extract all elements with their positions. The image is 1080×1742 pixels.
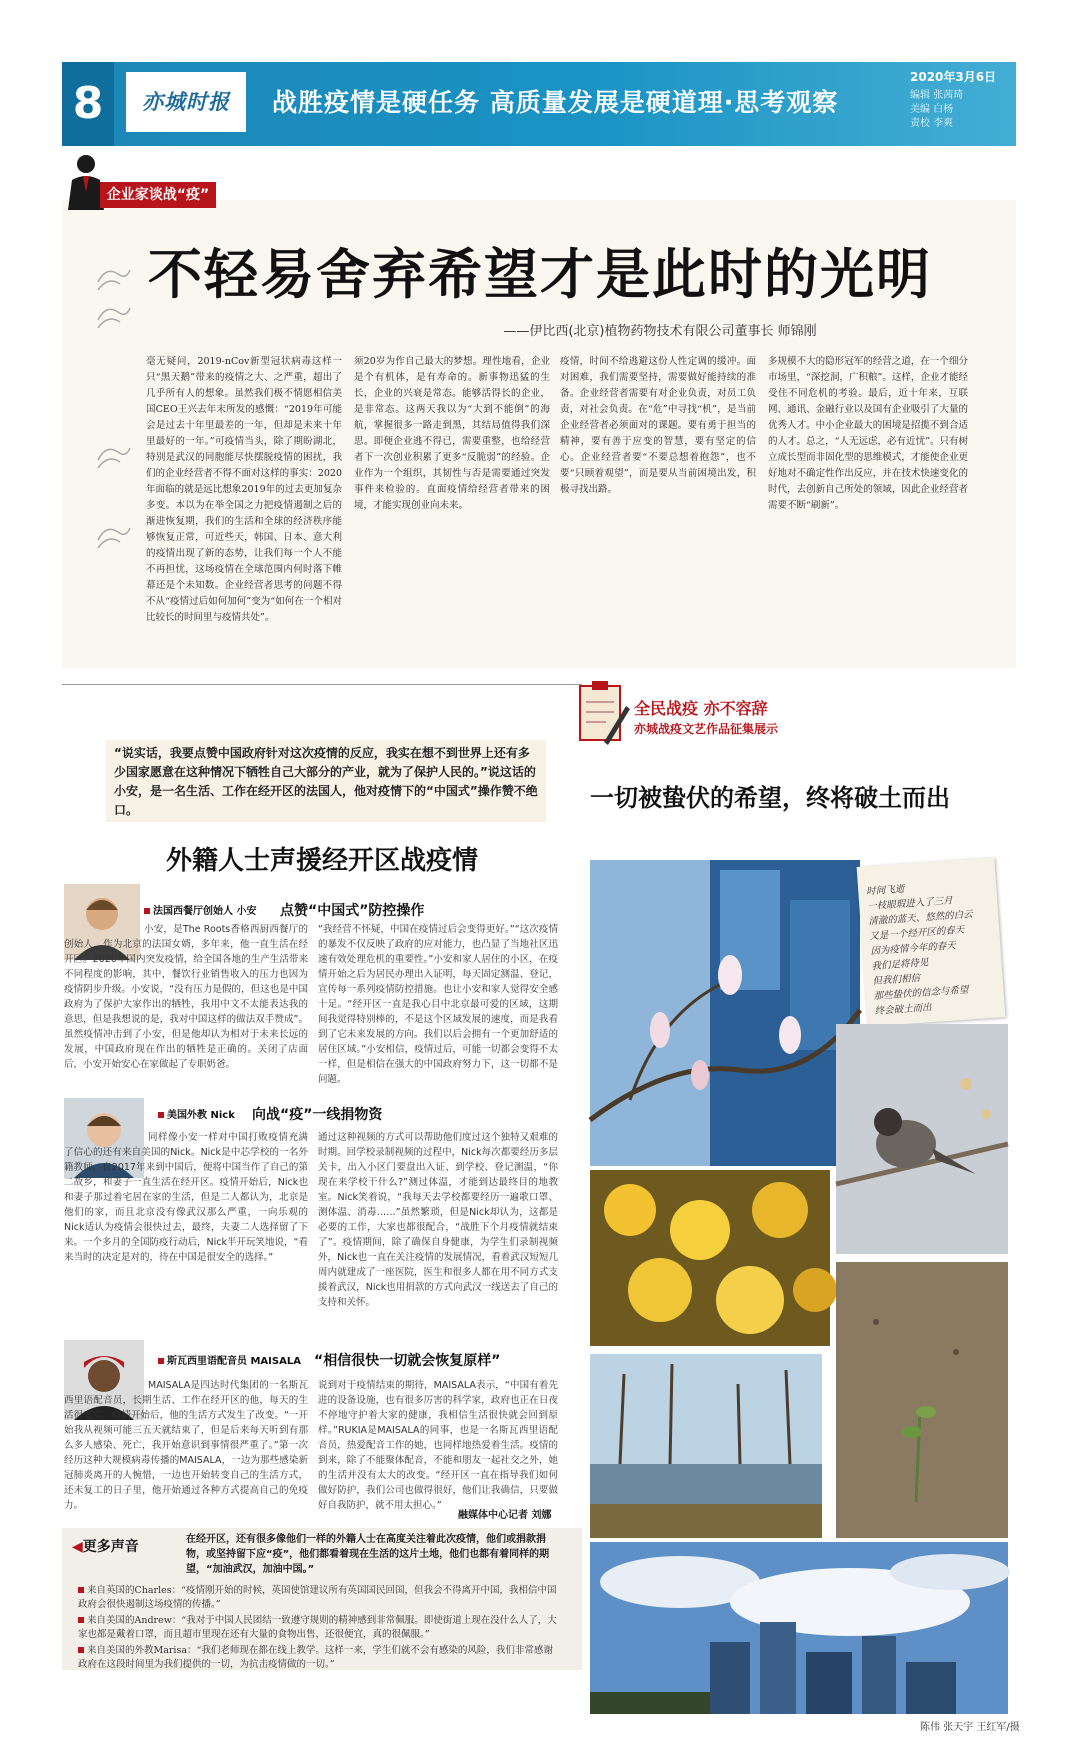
megaphone-icon: ◀: [72, 1539, 83, 1555]
section-banner: 战胜疫情是硬任务 高质量发展是硬道理·思考观察: [272, 88, 839, 117]
feature-column-2: 须20岁为作自己最大的梦想。理性地看，企业是个有机体，是有寿命的。新事物迅猛的生长，企业的兴衰是常态。能够活得长的企业，是非常态。这两天我以为“大到不能倒”的海航，掌握很多一路走到黑，其结局值得我们深思。即便企业逃不得已，需要重整，也给经营者下一次创业积累了更多“反脆弱”的经验。企业作为一个组织，其韧性与否是需要通过突发事件来检验的。直面疫情给经营者带来的困境，才能实现创业向未来。: [354, 356, 550, 511]
swirl-ornament-icon: [96, 262, 132, 296]
role-nick: 美国外教 Nick: [158, 1106, 235, 1121]
page-number: 8: [62, 62, 114, 146]
foreign-section-title: 外籍人士声援经开区战疫情: [165, 846, 478, 876]
poem-card: [857, 857, 1006, 1026]
photo-bird: [836, 1024, 1008, 1254]
clipboard-pen-icon: [574, 676, 630, 746]
role-xiaoan: 法国西餐厅创始人 小安: [144, 902, 256, 917]
poem-text: 时间飞逝 一枝眼瑕进入了三月 清澈的蓝天、悠然的白云 又是一个经开区的春天 因为疫情今年的春天 我们足将待见 但我们相信 那些蛰伏的信念与希望 终会破土而出: [865, 883, 974, 1018]
text-maisala-2: 说到对于疫情结束的期待，MAISALA表示，“中国有着先进的设备设施，也有很多厉害的科学家，政府也正在日夜不停地守护着大家的健康，我相信生活很快就会回到原样。”RUKIA是MAISALA的同事，也是一名斯瓦西里语配音员，热爱配音工作的她，也同样地热爱着生活。疫情的到来，除了不能聚体配音，不能和朋友一起社交之外，她的生活并没有太大的改变。“经开区一直在指导我们如何做好防护，我们公司也做得很好，他们让我确信，只要做好自我防护，就不用太担心。”: [318, 1380, 558, 1511]
feature-column-1: 毫无疑问，2019-nCov新型冠状病毒这样一只“黑天鹅”带来的疫情之大、之严重，超出了几乎所有人的想象。虽然我们极不情愿相信美国CEO王兴去年末所发的感慨：“2019年可能会是过去十年里最差的一年，但却是未来十年里最好的一年。”可疫情当头，除了期盼湖北，特别是武汉的同胞能尽快摆脱疫情的困扰，我们的企业经营者不得不面对这样的事实：2020年面临的就是远比想象2019年的过去更加复杂多变。本以为在举全国之力把疫情遏制之后的渐进恢复期，我们的生活和全球的经济秩序能够恢复正常，可近些天，韩国、日本、意大利的疫情出现了新的态势，让我们每一个人不能不再担忧，这场疫情在全球范围内何时落下帷幕还是个未知数。企业经营者思考的问题不得不从“疫情过后如何加何”变为“如何在一个相对比较长的时间里与疫情共处”。: [146, 356, 342, 623]
voice-charles: 来自英国的Charles：“疫情刚开始的时候，英国使馆建议所有英国国民回国，但我会不得离开中国，我相信中国政府会很快遏制这场疫情的传播。”: [78, 1585, 557, 1610]
art-title: 一切被蛰伏的希望，终将破土而出: [590, 783, 950, 812]
photo-yellow-flowers: [590, 1170, 830, 1346]
heading-maisala: “相信很快一切就会恢复原样”: [314, 1353, 501, 1369]
feature-title: 不轻易舍弃希望才是此时的光明: [148, 242, 932, 306]
voice-andrew: 来自美国的Andrew：“我对于中国人民团结一致遵守规则的精神感到非常佩服。即使街道上现在没什么人了，大家也都是戴着口罩，而且超市里现在还有大量的食物出售，还很便宜，真的很佩服。”: [78, 1615, 557, 1640]
swirl-ornament-icon: [96, 300, 132, 334]
section-divider: [62, 684, 582, 685]
heading-nick: 向战“疫”一线捐物资: [252, 1107, 383, 1123]
photo-sprouts: [836, 1262, 1008, 1538]
more-voices-intro: 在经开区，还有很多像他们一样的外籍人士在高度关注着此次疫情，他们或捐款捐物，或坚持留下应“疫”，他们都看着现在生活的这片土地，他们也都有着同样的期望，“加油武汉，加油中国。”: [186, 1534, 550, 1575]
photo-city-sky: [590, 1542, 1008, 1714]
reporter-credit: 融媒体中心记者 刘娜: [458, 1510, 552, 1521]
issue-date: 2020年3月6日: [910, 70, 997, 84]
swirl-ornament-icon: [96, 520, 132, 554]
art-banner-line2: 亦城战疫文艺作品征集展示: [634, 722, 779, 736]
role-maisala: 斯瓦西里语配音员 MAISALA: [158, 1352, 301, 1367]
more-voices-label: ◀更多声音: [72, 1539, 139, 1555]
credit-designer: 美编 白杨: [910, 104, 954, 115]
credit-editor: 编辑 张茜琦: [910, 90, 964, 101]
swirl-ornament-icon: [96, 440, 132, 474]
feature-column-4: 多规模不大的隐形冠军的经营之道，在一个细分市场里，“深挖洞，广积粮”。这样，企业才能经受住不同危机的考验。最后，近十年来，互联网、通讯、金融行业以及国有企业吸引了大量的优秀人才。中小企业最大的困境是招揽不到合适的人才。总之，“人无远虑，必有近忧”。只有树立成长型而非固化型的思维模式，才能使企业更好地对不确定性作出反应，并在技术快速变化的时代，去创新自己所处的领域，因此企业经营者需要不断“刷新”。: [768, 356, 968, 511]
photo-credit: 陈伟 张天宇 王红军/摄: [920, 1722, 1020, 1733]
text-xiaoan-2: “我经营不怀疑，中国在疫情过后会变得更好。”“这次疫情的暴发不仅反映了政府的应对能力，也凸显了当地社区迅速有效处理危机的重要性。”小安和家人居住的小区，在疫情开始之后为居民办理出入证明，每天固定测温、登记，宣传每一系列疫情防控措施。也让小安和家人觉得安全感十足。“经开区一直是我心目中北京最可爱的区域，这期间我觉得特别棒的，不是这个区域发展的速度，而是我看到了它未来发展的方向。我们以后会拥有一个更加舒适的居住区域。”小安相信，疫情过后，可能一切都会变得不太一样，但是相信在强大的中国政府努力下，这一切都不是问题。: [318, 924, 558, 1085]
text-maisala-1: MAISALA是四达时代集团的一名斯瓦西里语配音员，长期生活、工作在经开区的他，每天的生活很充实，疫情开始后，他的生活方式发生了改变。“一开始我从视频可能三五天就结束了，但是后来每天听到有那么多人感染、死亡，我开始意识到事情很严重了。”第一次经历这种大规模病毒传播的MAISALA，一边为那些感染新冠肺炎离开的人惋惜，一边也开始转变自己的生活方式，还未复工的日子里，他开始通过各种方式提高自己的免疫力。: [64, 1380, 308, 1511]
art-banner-line1: 全民战疫 亦不容辞: [634, 699, 768, 718]
credit-proofreader: 责校 李爽: [910, 118, 954, 129]
heading-xiaoan: 点赞“中国式”防控操作: [280, 903, 425, 919]
feature-column-3: 疫情，时间不给逃避这份人性定调的缓冲。面对困难，我们需要坚持，需要做好能持续的准备。企业经营者需要有对企业负责，对员工负责，对社会负责。在“危”中寻找“机”，是当前企业经营者必须面对的课题。要有勇于担当的精神，要有善于应变的智慧，要有坚定的信心。企业经营者要“不要总想着抱怨”，也不要“只顾着观望”，而是要从当前困境出发，积极寻找出路。: [560, 356, 756, 495]
feature-byline: ——伊比西(北京)植物药物技术有限公司董事长 师锦刚: [503, 324, 817, 339]
text-nick-2: 通过这种视频的方式可以帮助他们度过这个独特又艰难的时期。回学校录制视频的过程中，Nick每次都要经历多层关卡，出入小区门要盘出入证、到学校、登记测温，“你现在来学校干什么?”测过体温，才能到达最终目的地教室。Nick笑着说，“我每天去学校都要经历一遍歌口罩、测体温、消毒……”虽然繁琐，但是Nick却认为，这都是必要的工作，大家也都很配合，“战胜下个月疫情就结束了”。疫情期间，除了确保自身健康，为学生们录制视频外，Nick也一直在关注疫情的发展情况，看着武汉短短几周内就建成了一座医院，医生和很多人都在用不同方式支援着武汉，Nick也用捐款的方式向武汉一线送去了自己的支持和关怀。: [318, 1132, 558, 1308]
voice-marisa: 来自美国的外教Marisa：“我们老师现在都在线上教学。这样一来，学生们就不会有感染的风险，我们非常感谢政府在这段时间里为我们提供的一切，为抗击疫情做的一切。”: [78, 1644, 558, 1672]
text-nick-1: 同样像小安一样对中国打败疫情充满了信心的还有来自美国的Nick。Nick是中芯学校的一名外籍教师，自2017年来到中国后，便将中国当作了自己的第二故乡，和妻子一直生活在经开区。疫情开始后，Nick也和妻子那过着宅居在家的生活，但是二人都认为，北京是他们的家，而且北京没有像武汉那么严重，一向乐观的Nick适认为疫情会很快过去，最终，夫妻二人选择留了下来。一个多月的全国防疫行动后，Nick半开玩笑地说，“看来当时的决定是对的，待在中国是很安全的选择。”: [64, 1132, 308, 1263]
paper-logo: 亦城时报: [126, 72, 246, 132]
page-header: [62, 62, 1016, 146]
lead-quote: “说实话，我要点赞中国政府针对这次疫情的反应，我实在想不到世界上还有多少国家愿意在这种情况下牺牲自己大部分的产业，就为了保护人民的。”说这话的小安，是一名生活、工作在经开区的法国人，他对疫情下的“中国式”操作赞不绝口。: [106, 740, 546, 822]
column-tag: 企业家谈战“疫”: [100, 182, 216, 208]
text-xiaoan-1: 小安，是The Roots香格西厨西餐厅的创始人，作为北京的法国女婿，多年来，他一直生活在经开区。2020年国内突发疫情，给全国各地的生产生活带来不同程度的影响，其中，餐饮行业销售收入的压力也因为疫情阴步升级。小安说，“没有压力是假的，但这也是中国政府为了保护大家作出的牺牲，我用中文不太能表达我的意思，但是我想说的是，我对中国这样的做法双手赞成”。虽然疫情冲击到了小安，但是他却认为相对于未来长远的发展，中国政府现在作出的牺牲是正确的。关闭了店面后，小安开始安心在家做起了专职奶爸。: [64, 924, 308, 1070]
photo-park-trees: [590, 1354, 822, 1538]
photo-magnolia: [590, 860, 860, 1166]
